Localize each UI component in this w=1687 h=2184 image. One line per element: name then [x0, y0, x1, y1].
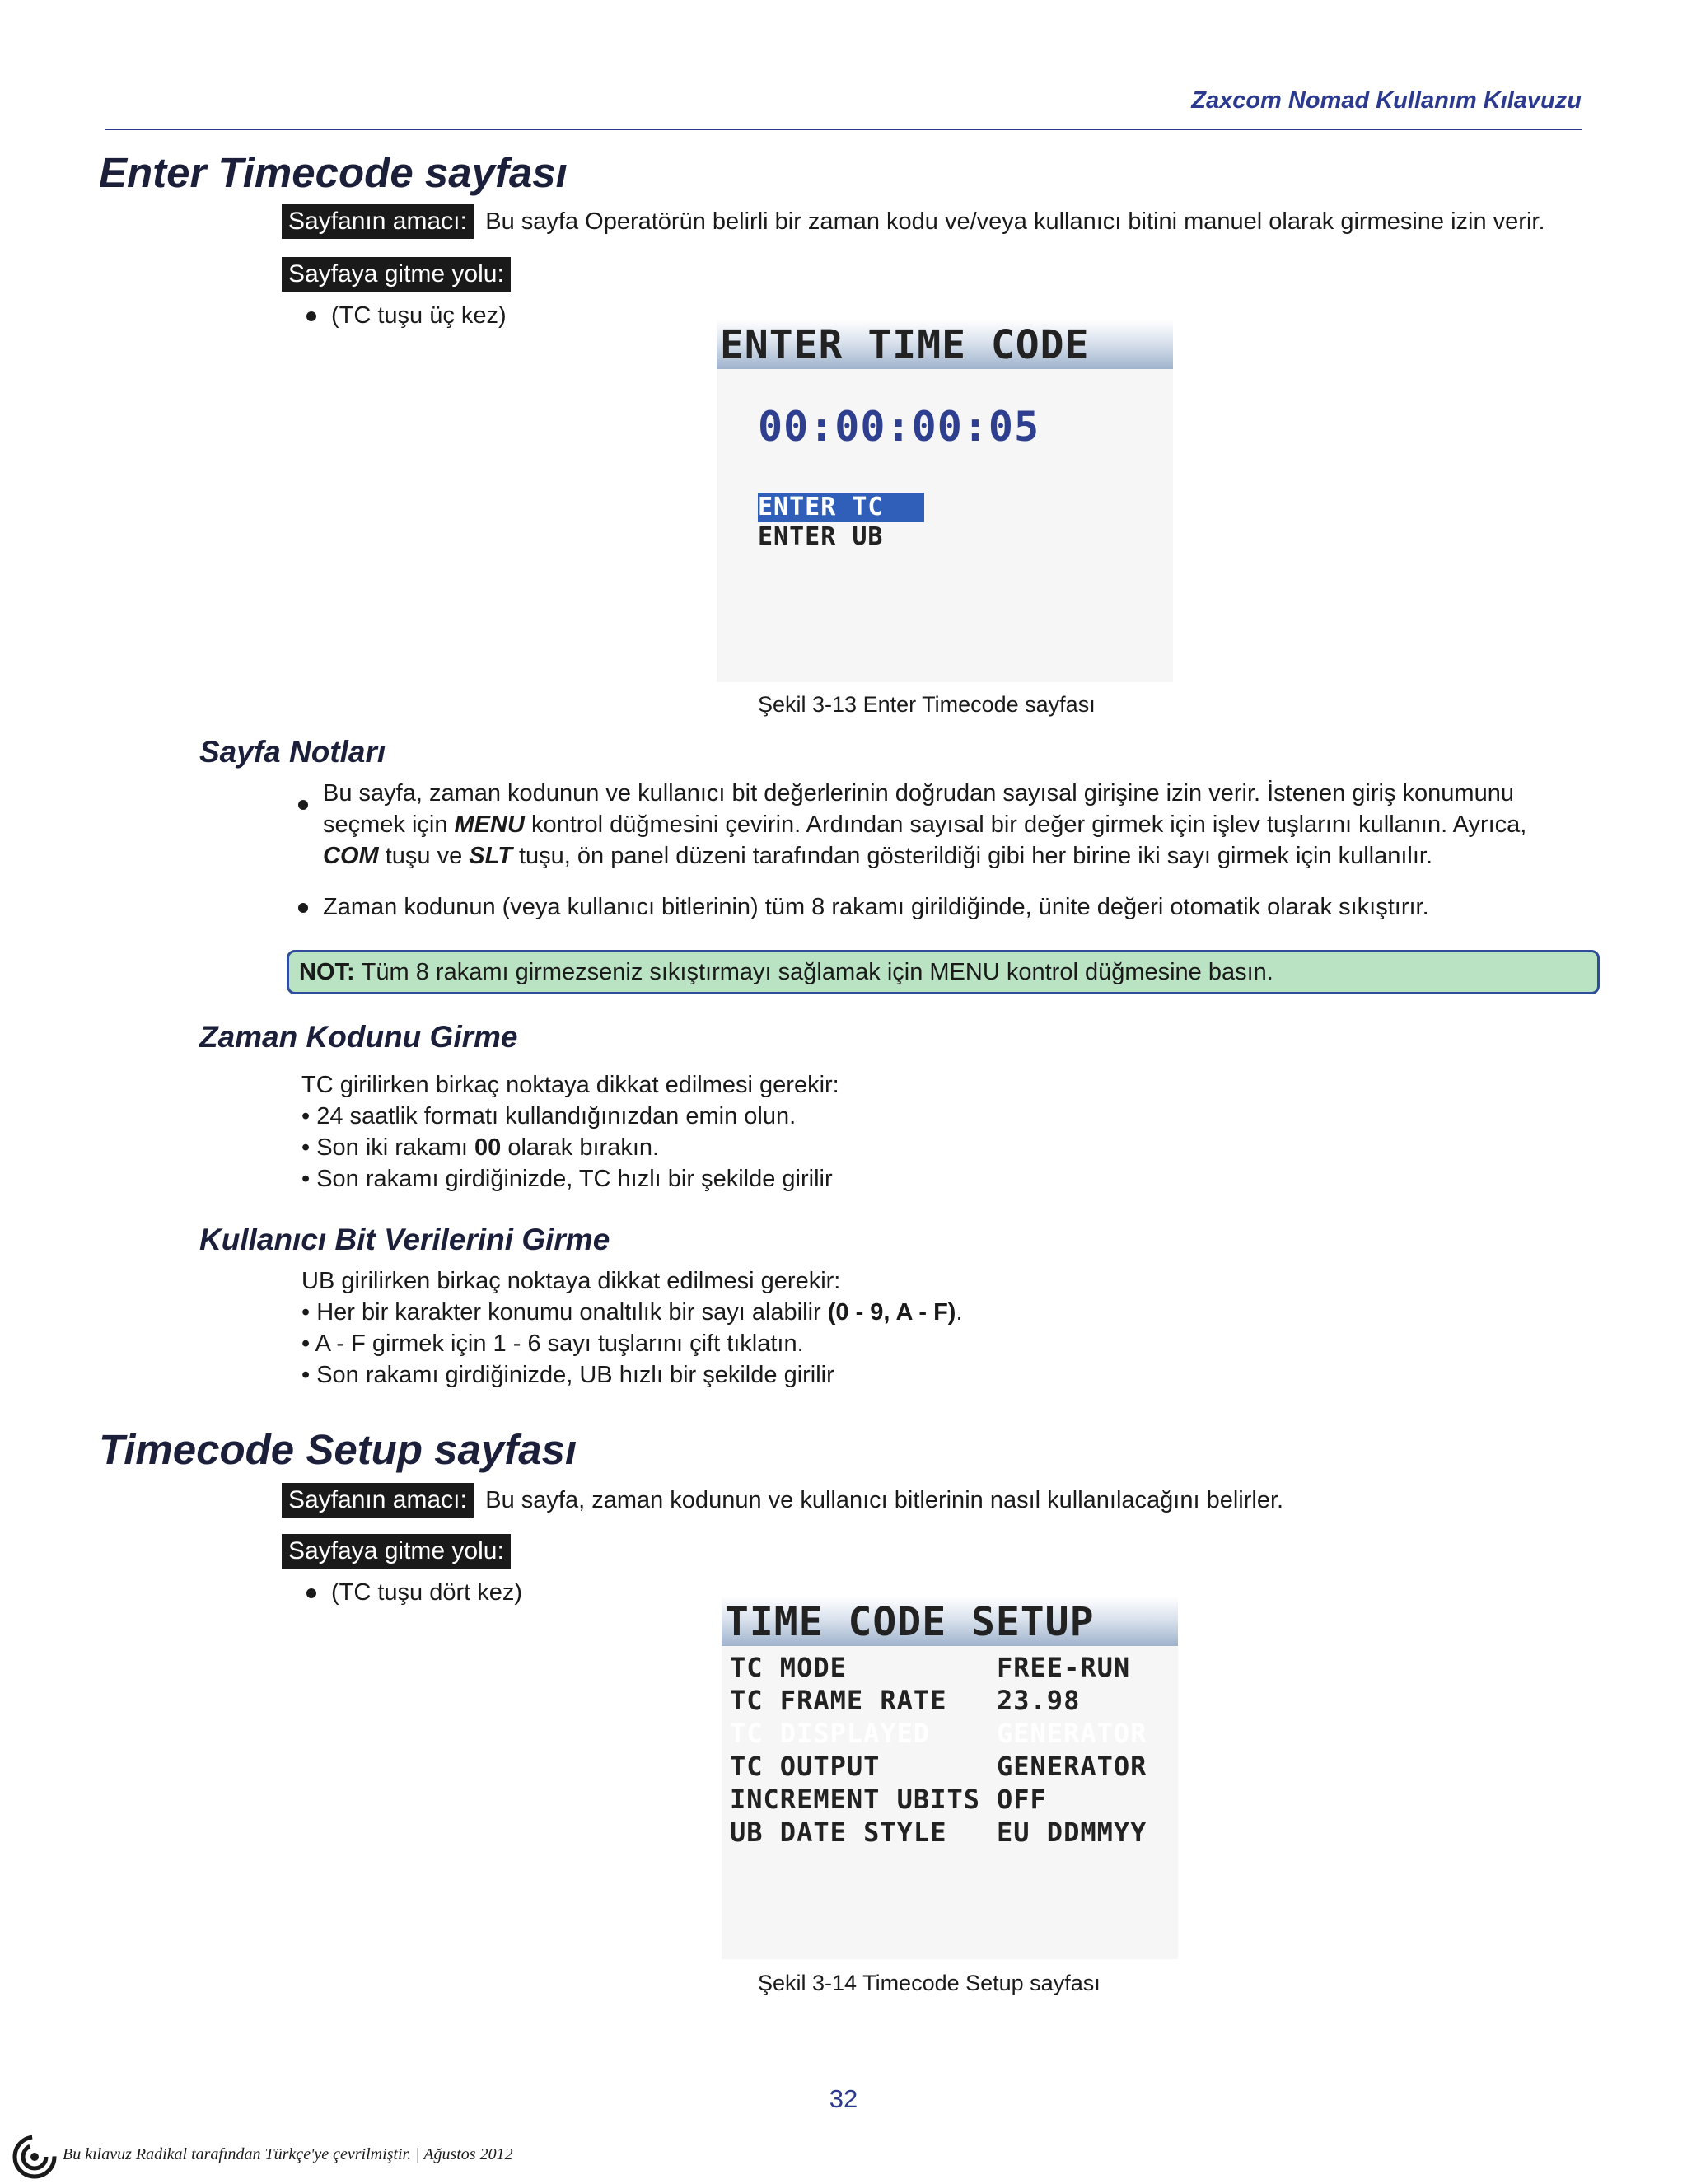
bullet-icon [306, 1588, 316, 1598]
setup-row-value: 23.98 [997, 1685, 1081, 1716]
radikal-logo-icon [12, 2134, 58, 2180]
ub-entry-title: Kullanıcı Bit Verilerini Girme [199, 1223, 610, 1256]
header-rule [105, 129, 1582, 130]
notes-bullet-2 [298, 891, 1616, 923]
notes-title: Sayfa Notları [199, 735, 386, 769]
nav-label: Sayfaya gitme yolu: [282, 1534, 511, 1569]
nav-item-text: (TC tuşu dört kez) [331, 1579, 523, 1606]
nav-item [306, 1577, 522, 1608]
manual-title: Zaxcom Nomad Kullanım Kılavuzu [1191, 87, 1582, 114]
footer-credit: Bu kılavuz Radikal tarafından Türkçe'ye çevrilmiştir. | Ağustos 2012 [63, 2145, 513, 2163]
setup-row-label: UB DATE STYLE [730, 1817, 947, 1848]
setup-row-value: GENERATOR [997, 1751, 1147, 1782]
screen-title: TIME CODE SETUP [722, 1597, 1178, 1646]
menu-item-enter-tc[interactable]: ENTER TC [758, 493, 924, 522]
setup-row-value: EU DDMMYY [997, 1817, 1147, 1848]
page-number: 32 [829, 2084, 858, 2113]
notes-text: seçmek için [323, 811, 455, 838]
purpose-row [282, 1483, 1283, 1518]
screen-title: ENTER TIME CODE [717, 320, 1173, 369]
tc-entry-item [301, 1132, 839, 1163]
setup-row-value: FREE-RUN [997, 1652, 1131, 1683]
note-text: Tüm 8 rakamı girmezseniz sıkıştırmayı sağlamak için MENU kontrol düğmesine basın. [361, 959, 1273, 985]
ub-entry-bold: (0 - 9, A - F) [827, 1299, 956, 1326]
tc-entry-bold: 00 [474, 1134, 502, 1161]
menu-item-enter-ub[interactable]: ENTER UB [758, 522, 884, 551]
bullet-icon [298, 903, 308, 913]
bullet-icon [306, 311, 316, 321]
note-box [287, 950, 1600, 994]
ub-entry-item [301, 1297, 963, 1328]
nav-item-text: (TC tuşu üç kez) [331, 302, 507, 329]
notes-text: tuşu ve [378, 843, 470, 869]
tc-entry-intro: TC girilirken birkaç noktaya dikkat edilmesi gerekir: [301, 1072, 839, 1098]
figure-caption: Şekil 3-14 Timecode Setup sayfası [758, 1971, 1101, 1995]
setup-row-value: GENERATOR [997, 1718, 1147, 1749]
purpose-label: Sayfanın amacı: [282, 1483, 474, 1518]
tc-entry-text: • Son iki rakamı [301, 1134, 474, 1161]
notes-line: Bu sayfa, zaman kodunun ve kullanıcı bit değerlerinin doğrudan sayısal girişine izin verir. İstenen giriş konumunu [323, 780, 1514, 807]
notes-text: Zaman kodunun (veya kullanıcı bitlerinin) tüm 8 rakamı girildiğinde, ünite değeri otomatik olarak sıkıştırır. [323, 894, 1429, 920]
nav-label: Sayfaya gitme yolu: [282, 257, 511, 292]
setup-row-value: OFF [997, 1784, 1047, 1815]
note-label: NOT: [299, 959, 355, 985]
ub-entry-item: • A - F girmek için 1 - 6 sayı tuşlarını çift tıklatın. [301, 1331, 804, 1357]
notes-line [323, 840, 1616, 872]
purpose-text: Bu sayfa Operatörün belirli bir zaman kodu ve/veya kullanıcı bitini manuel olarak girmesine izin verir. [485, 208, 1545, 235]
tc-entry-list [301, 1069, 839, 1195]
setup-row-label: TC OUTPUT [730, 1751, 881, 1782]
tc-entry-item: • Son rakamı girdiğinizde, TC hızlı bir şekilde girilir [301, 1166, 833, 1192]
setup-row-label: TC MODE [730, 1652, 847, 1683]
ub-entry-item: • Son rakamı girdiğinizde, UB hızlı bir şekilde girilir [301, 1362, 834, 1388]
tc-entry-text: olarak bırakın. [501, 1134, 660, 1161]
bullet-icon [298, 800, 308, 810]
ub-entry-text: • Her bir karakter konumu onaltılık bir sayı alabilir [301, 1299, 828, 1326]
nav-path [282, 1534, 511, 1569]
ub-entry-list [301, 1265, 963, 1391]
setup-row-label: TC DISPLAYED [730, 1718, 931, 1749]
timecode-setup-screen [722, 1597, 1178, 1959]
nav-path [282, 257, 511, 292]
purpose-label: Sayfanın amacı: [282, 204, 474, 239]
notes-text: kontrol düğmesini çevirin. Ardından sayısal bir değer girmek için işlev tuşlarını kullanın. Ayrıca, [524, 811, 1527, 838]
ub-entry-text: . [956, 1299, 963, 1326]
purpose-text: Bu sayfa, zaman kodunun ve kullanıcı bitlerinin nasıl kullanılacağını belirler. [485, 1487, 1284, 1513]
notes-emphasis: MENU [454, 811, 525, 838]
notes-bullet-1 [298, 778, 1616, 872]
purpose-row [282, 204, 1545, 239]
section-title-timecode-setup: Timecode Setup sayfası [99, 1426, 577, 1473]
notes-emphasis: COM [323, 843, 379, 869]
notes-emphasis: SLT [469, 843, 512, 869]
notes-text: tuşu, ön panel düzeni tarafından gösterildiği gibi her birine iki sayı girmek için kullanılır. [512, 843, 1433, 869]
section-title-enter-timecode: Enter Timecode sayfası [99, 149, 568, 196]
ub-entry-intro: UB girilirken birkaç noktaya dikkat edilmesi gerekir: [301, 1268, 841, 1294]
tc-entry-title: Zaman Kodunu Girme [199, 1020, 518, 1054]
figure-caption: Şekil 3-13 Enter Timecode sayfası [758, 692, 1096, 717]
nav-item [306, 300, 507, 331]
notes-line [323, 809, 1616, 840]
setup-row-label: INCREMENT UBITS [730, 1784, 980, 1815]
tc-entry-item: • 24 saatlik formatı kullandığınızdan emin olun. [301, 1103, 797, 1129]
enter-timecode-screen [717, 320, 1173, 682]
timecode-readout: 00:00:00:05 [758, 403, 1040, 451]
setup-row-label: TC FRAME RATE [730, 1685, 947, 1716]
